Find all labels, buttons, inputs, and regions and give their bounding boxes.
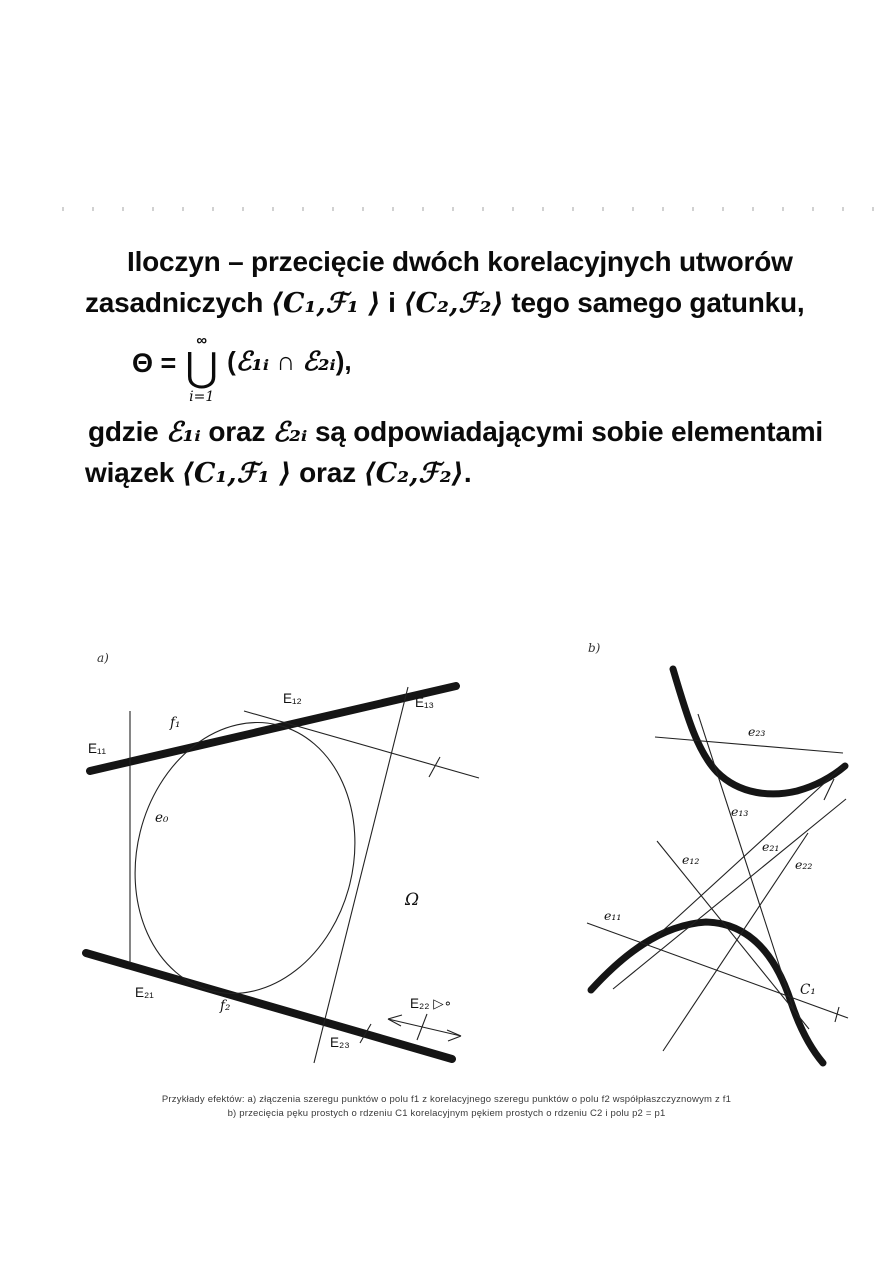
line4-text-b: oraz [291, 457, 364, 488]
label-omega: Ω [405, 890, 420, 910]
diagram-b-tag: b) [588, 641, 601, 655]
label-E21: E₂₁ [135, 985, 154, 1000]
line3-text-a: gdzie [88, 416, 167, 447]
label-E13: E₁₃ [415, 695, 435, 710]
figure-caption-line-2: b) przecięcia pęku prostych o rdzeniu C1 korelacyjnym pękiem prostych o rdzeniu C2 i polu p2 = p1 [227, 1108, 666, 1119]
line2-text-c: tego samego gatunku, [503, 287, 805, 318]
paragraph-line-1 [127, 246, 793, 278]
formula-union-operator [185, 333, 218, 404]
label-f2: f₂ [220, 998, 231, 1014]
formula-theta-equals: Θ = [132, 348, 177, 378]
label-e0: e₀ [155, 810, 169, 826]
line2-text-b: i [380, 287, 404, 318]
formula-intersection: ∩ [269, 346, 303, 376]
faint-scan-artifact-row [62, 207, 874, 211]
line3-e2i: ℰ₂ᵢ [272, 417, 308, 448]
ray-e13 [698, 714, 794, 1011]
union-symbol: ⋃ [185, 346, 219, 390]
line3-text-c: są odpowiadającymi sobie elementami [307, 416, 824, 447]
line4-pair-c1f1: ⟨C₁,ℱ₁ ⟩ [181, 458, 292, 489]
line-f2-thick [86, 953, 452, 1059]
line3-e1i: ℰ₁ᵢ [166, 417, 201, 448]
paragraph-line-2 [85, 287, 805, 319]
ray-e11 [587, 923, 848, 1018]
label-E12: E₁₂ [283, 691, 302, 706]
line-f1-thick [90, 686, 456, 771]
label-E11: E₁₁ [88, 741, 107, 756]
label-e21: e₂₁ [762, 839, 780, 854]
label-E22-infinity: E₂₂ ▷∘ [410, 996, 453, 1011]
ray-E12-E22 [244, 711, 479, 778]
formula-close-paren: ), [335, 346, 352, 376]
paragraph-line-3 [88, 416, 823, 448]
formula-body [227, 346, 352, 377]
label-f1: f₁ [170, 715, 181, 731]
line2-text-a: zasadniczych [85, 287, 271, 318]
label-e23: e₂₃ [748, 724, 766, 739]
diagram-b [587, 641, 848, 1063]
line4-pair-c2f2: ⟨C₂,ℱ₂⟩ [363, 458, 464, 489]
label-C1: C₁ [800, 982, 816, 998]
diagram-a [86, 651, 479, 1063]
ray-E13-E23 [314, 687, 408, 1063]
label-e12: e₁₂ [682, 852, 700, 867]
tick-on-ray-E12 [429, 757, 440, 777]
figure-caption-line-1: Przykłady efektów: a) złączenia szeregu punktów o polu f1 z korelacyjnego szeregu punktów o polu f2 współpłaszczyznowym z f1 [161, 1094, 732, 1105]
formula-lower-limit: i=1 [189, 389, 215, 405]
label-e22: e₂₂ [795, 857, 813, 872]
formula-infinity-limit: ∞ [196, 332, 208, 349]
arrow-tick [417, 1014, 427, 1040]
diagram-a-tag: a) [97, 651, 109, 665]
paragraph-line-1-text: Iloczyn – przecięcie dwóch korelacyjnych utworów [127, 246, 793, 277]
line3-text-b: oraz [200, 416, 273, 447]
ray-e23 [655, 737, 843, 753]
math-pair-c2f2: ⟨C₂,ℱ₂⟩ [403, 288, 504, 319]
ray-e22 [613, 799, 846, 989]
arrow-head-right [447, 1030, 461, 1041]
line4-text-a: wiązek [85, 457, 182, 488]
label-e13: e₁₃ [731, 804, 749, 819]
label-E23: E₂₃ [330, 1035, 350, 1050]
infinity-direction-arrow [388, 1014, 461, 1041]
label-e11: e₁₁ [604, 908, 622, 923]
formula-e1i: ℰ₁ᵢ [235, 347, 270, 377]
math-pair-c1f1: ⟨C₁,ℱ₁ ⟩ [270, 288, 381, 319]
geometry-figure [0, 630, 893, 1100]
formula-e2i: ℰ₂ᵢ [302, 347, 336, 377]
formula-open-paren: ( [227, 346, 236, 376]
line4-text-c: . [463, 457, 472, 488]
paragraph-line-4 [85, 457, 472, 489]
union-formula [132, 333, 352, 404]
